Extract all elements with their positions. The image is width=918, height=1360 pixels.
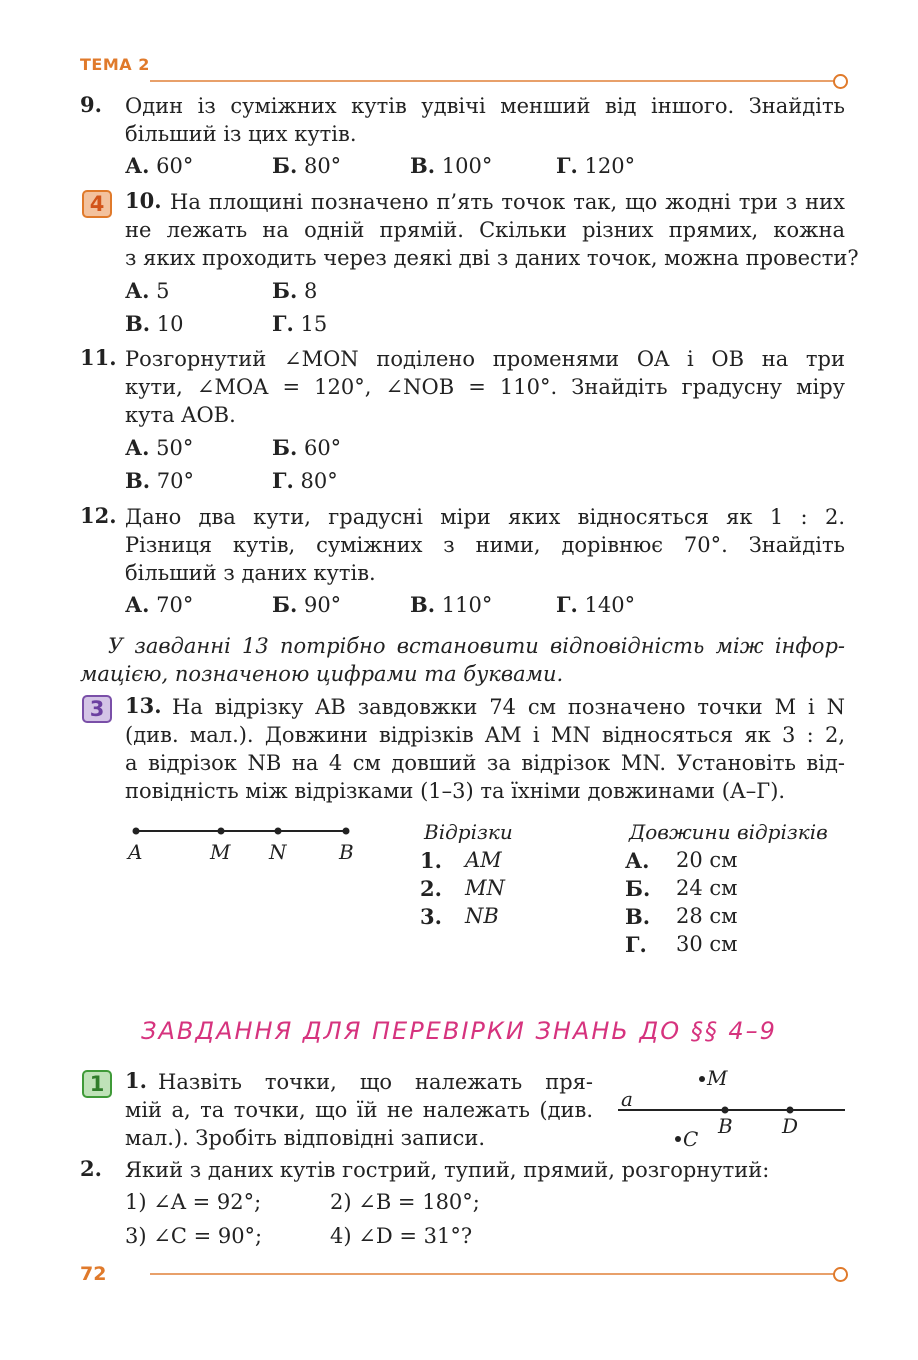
task-text-line: більший із цих кутів.: [125, 122, 357, 146]
line-figure: [610, 1060, 855, 1155]
task-text-line: На відрізку AB завдовжки 74 см позначено точки M і N: [172, 695, 845, 719]
point-m: [218, 828, 225, 835]
segments-heading: Відрізки: [424, 820, 513, 844]
length-value: 24 см: [676, 876, 738, 900]
point-label: M: [210, 840, 231, 864]
length-value: 20 см: [676, 848, 738, 872]
answer-option: Г. 120°: [556, 153, 636, 178]
task-text-line: більший з даних кутів.: [125, 561, 376, 585]
task-number: 12.: [80, 503, 117, 528]
point-label: D: [782, 1114, 799, 1138]
task-text-line: кути, ∠MOA = 120°, ∠NOB = 110°. Знайдіть градусну міру: [125, 375, 845, 399]
task-text-line: мій a, та точки, що їй не належать (див.: [125, 1098, 593, 1122]
task-text-line: не лежать на одній прямій. Скільки різних прямих, кожна: [125, 218, 845, 242]
task-text-line: Який з даних кутів гострий, тупий, прямий, розгорнутий:: [125, 1158, 770, 1182]
point-c: [675, 1136, 681, 1142]
angle-item: 3) ∠C = 90°;: [125, 1224, 263, 1248]
task-text-line: Дано два кути, градусні міри яких відносяться як 1 : 2.: [125, 505, 845, 529]
lengths-heading: Довжини відрізків: [629, 820, 828, 844]
answer-option: А. 5: [125, 278, 170, 303]
instruction-note-line: У завданні 13 потрібно встановити відповідність між інфор-: [108, 634, 845, 658]
task-number: 11.: [80, 345, 117, 370]
point-b: [343, 828, 350, 835]
length-letter: А.: [625, 848, 650, 873]
segment-name: NB: [465, 904, 499, 928]
point-label: M: [707, 1066, 728, 1090]
answer-option: Б. 80°: [272, 153, 342, 178]
task-text-line: Різниця кутів, суміжних з ними, дорівнює 70°. Знайдіть: [125, 533, 845, 557]
page-number: 72: [80, 1263, 107, 1285]
task-text-line: Один із суміжних кутів удвічі менший від іншого. Знайдіть: [125, 94, 845, 118]
length-letter: Б.: [625, 876, 651, 901]
angle-item: 1) ∠A = 92°;: [125, 1190, 262, 1214]
difficulty-badge: 3: [82, 695, 112, 723]
point-label: N: [269, 840, 287, 864]
answer-option: Г. 80°: [272, 468, 338, 493]
point-label: C: [683, 1127, 699, 1151]
segment-number: 3.: [420, 904, 442, 929]
segment-number: 2.: [420, 876, 442, 901]
task-text-line: з яких проходить через деякі дві з даних точок, можна провести?: [125, 246, 859, 270]
answer-option: А. 50°: [125, 435, 194, 460]
task-text-line: Назвіть точки, що належать пря-: [158, 1070, 593, 1094]
answer-option: А. 70°: [125, 592, 194, 617]
header-rule: [150, 80, 835, 82]
difficulty-badge: 4: [82, 190, 112, 218]
answer-option: В. 10: [125, 311, 184, 336]
task-text-line: кута AOB.: [125, 403, 236, 427]
point-label: B: [339, 840, 354, 864]
answer-option: В. 110°: [410, 592, 493, 617]
section-title: ЗАВДАННЯ ДЛЯ ПЕРЕВІРКИ ЗНАНЬ ДО §§ 4–9: [141, 1017, 777, 1045]
answer-option: Б. 60°: [272, 435, 342, 460]
line-label: a: [621, 1087, 633, 1111]
answer-option: В. 100°: [410, 153, 493, 178]
answer-option: Б. 90°: [272, 592, 342, 617]
task-number: 9.: [80, 92, 102, 117]
point-b: [722, 1107, 729, 1114]
point-n: [275, 828, 282, 835]
instruction-note-line: мацією, позначеною цифрами та буквами.: [80, 662, 564, 686]
task-number: 2.: [80, 1156, 102, 1181]
segment-figure: [120, 820, 370, 870]
task-number: 13.: [125, 693, 162, 718]
task-number: 1.: [125, 1068, 147, 1093]
footer-rule: [150, 1273, 835, 1275]
answer-option: Г. 140°: [556, 592, 636, 617]
segment-name: AM: [465, 848, 502, 872]
task-text-line: На площині позначено п’ять точок так, що жодні три з них: [170, 190, 845, 214]
task-text-line: Розгорнутий ∠MON поділено променями OA і OB на три: [125, 347, 845, 371]
difficulty-badge: 1: [82, 1070, 112, 1098]
answer-option: А. 60°: [125, 153, 194, 178]
point-label: A: [128, 840, 143, 864]
angle-item: 2) ∠B = 180°;: [330, 1190, 480, 1214]
angle-item: 4) ∠D = 31°?: [330, 1224, 473, 1248]
header-rule-end: [833, 74, 848, 89]
answer-option: Б. 8: [272, 278, 318, 303]
footer-rule-end: [833, 1267, 848, 1282]
answer-option: В. 70°: [125, 468, 194, 493]
task-text-line: мал.). Зробіть відповідні записи.: [125, 1126, 486, 1150]
length-value: 28 см: [676, 904, 738, 928]
length-value: 30 см: [676, 932, 738, 956]
point-a: [133, 828, 140, 835]
task-text-line: повідність між відрізками (1–3) та їхніми довжинами (А–Г).: [125, 779, 786, 803]
length-letter: Г.: [625, 932, 647, 957]
task-number: 10.: [125, 188, 162, 213]
task-text-line: а відрізок NB на 4 см довший за відрізок MN. Установіть від-: [125, 751, 845, 775]
topic-label: ТЕМА 2: [80, 55, 150, 74]
point-label: B: [718, 1114, 733, 1138]
segment-number: 1.: [420, 848, 442, 873]
answer-option: Г. 15: [272, 311, 328, 336]
point-m: [699, 1076, 705, 1082]
point-d: [787, 1107, 794, 1114]
task-text-line: (див. мал.). Довжини відрізків AM і MN відносяться як 3 : 2,: [125, 723, 845, 747]
segment-name: MN: [465, 876, 505, 900]
length-letter: В.: [625, 904, 651, 929]
